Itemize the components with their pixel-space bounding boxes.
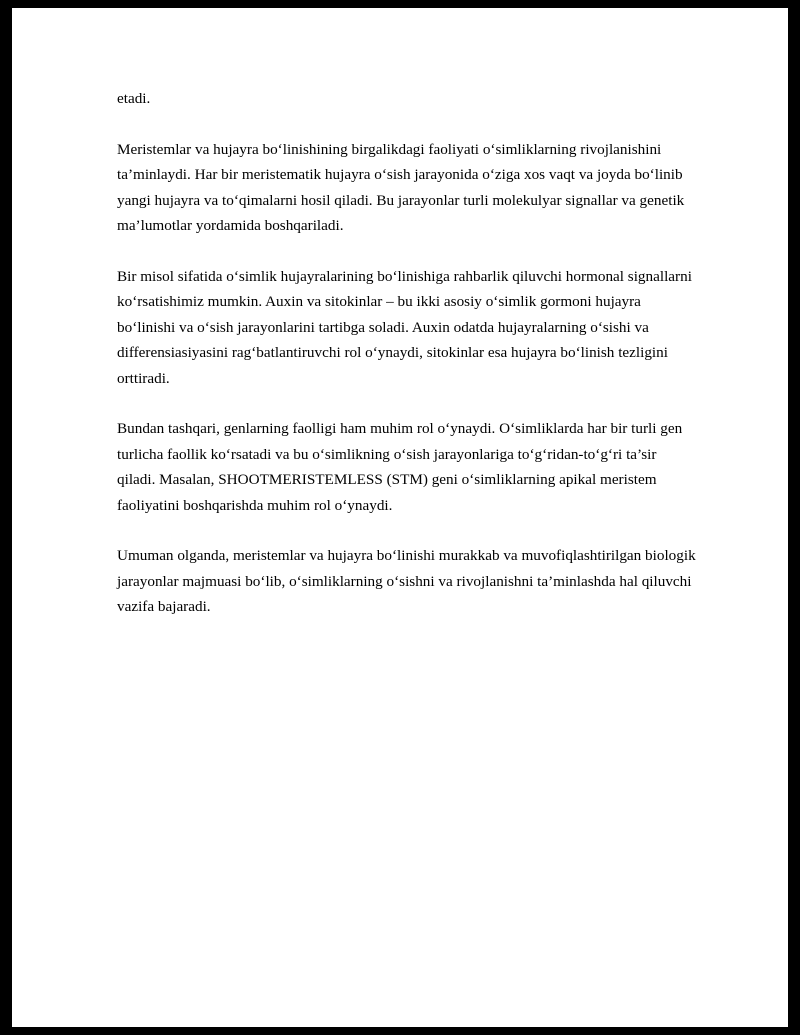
paragraph: etadi.: [117, 90, 151, 107]
paragraph: Meristemlar va hujayra bo‘linishining birgalikdagi faoliyati o‘simliklarning rivojlanishini ta’minlaydi. Har bir meristematik hujayra o‘sish jarayonida o‘ziga xos vaqt va joyda bo‘linib yangi hujayra va to‘qimalarni hosil qiladi. Bu jarayonlar turli molekulyar signallar va genetik ma’lumotlar yordamida boshqariladi.: [117, 140, 689, 234]
paragraph: Bundan tashqari, genlarning faolligi ham muhim rol o‘ynaydi. O‘simliklarda har bir turli gen turlicha faollik ko‘rsatadi va bu o‘simlikning o‘sish jarayonlariga to‘g‘ridan-to‘g‘ri ta’sir qiladi. Masalan, SHOOTMERISTEMLESS (STM) geni o‘simliklarning apikal meristem faoliyatini boshqarishda muhim rol o‘ynaydi.: [117, 420, 686, 514]
document-page: [12, 8, 788, 1027]
paragraph: Umuman olganda, meristemlar va hujayra bo‘linishi murakkab va muvofiqlashtirilgan biologik jarayonlar majmuasi bo‘lib, o‘simliklarning o‘sishni va rivojlanishni ta’minlashda hal qiluvchi vazifa bajaradi.: [117, 547, 700, 615]
document-text-body: [117, 86, 700, 620]
paragraph: Bir misol sifatida o‘simlik hujayralarining bo‘linishiga rahbarlik qiluvchi hormonal signallarni ko‘rsatishimiz mumkin. Auxin va sitokinlar – bu ikki asosiy o‘simlik gormoni hujayra bo‘linishi va o‘sish jarayonlarini tartibga soladi. Auxin odatda hujayralarning o‘sishi va differensiasiyasini rag‘batlantiruvchi rol o‘ynaydi, sitokinlar esa hujayra bo‘linish tezligini orttiradi.: [117, 267, 696, 387]
